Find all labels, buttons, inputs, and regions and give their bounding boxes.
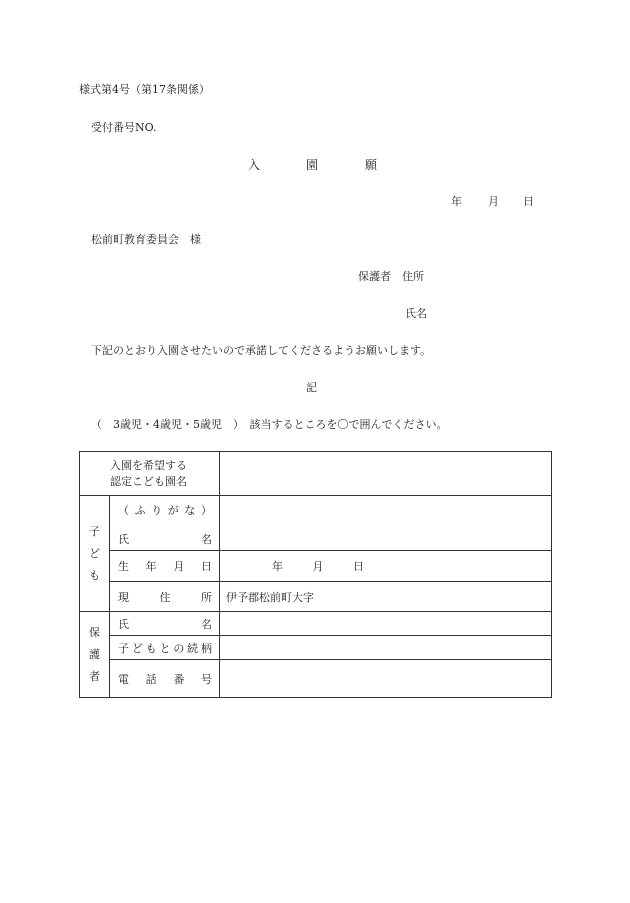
child-name-label-cell [110, 496, 220, 551]
title-char: 園 [306, 158, 319, 172]
relation-field[interactable] [220, 636, 552, 660]
guardian-group-label [80, 612, 110, 698]
phone-label [110, 671, 219, 687]
relation-char: の [173, 641, 185, 655]
relation-label [110, 640, 219, 656]
age-options: （ 3歳児・4歳児・5歳児 ） 該当するところを〇で囲んでください。 [91, 418, 448, 431]
school-name-field[interactable] [220, 452, 552, 496]
relation-label-cell [110, 636, 220, 660]
birth-year-label: 年 [272, 560, 283, 573]
school-label-line2: 認定こども園名 [110, 474, 187, 488]
relation-char: 子 [118, 641, 129, 655]
birthdate-field[interactable] [220, 551, 552, 582]
furigana-char: （ [118, 504, 129, 517]
child-name-char: 名 [201, 533, 212, 546]
address-char: 現 [118, 590, 129, 604]
title-char: 入 [248, 158, 261, 172]
phone-label-cell [110, 660, 220, 698]
guardian-group-char: 者 [89, 669, 100, 683]
address-prefix: 伊予郡松前町大字 [226, 590, 314, 604]
birthdate-char: 年 [145, 560, 157, 573]
request-text: 下記のとおり入園させたいので承諾してくださるようお願いします。 [91, 344, 432, 357]
address-label [110, 589, 219, 605]
guardian-address-label: 保護者 住所 [358, 270, 424, 283]
birth-month-label: 月 [312, 560, 324, 573]
date-month-label: 月 [488, 195, 499, 208]
birthdate-label-cell [110, 551, 220, 582]
relation-char: 柄 [200, 641, 212, 655]
receipt-number: 受付番号NO. [91, 121, 157, 134]
address-char: 所 [201, 590, 212, 604]
birthdate-char: 生 [118, 560, 129, 573]
birthdate-char: 日 [200, 560, 212, 573]
birth-day-label: 日 [353, 560, 364, 573]
guardian-name-label [110, 616, 219, 632]
furigana-char: り [151, 504, 163, 517]
child-group-label [80, 496, 110, 612]
relation-char: ど [131, 641, 143, 655]
phone-field[interactable] [220, 660, 552, 698]
form-number: 様式第4号（第17条関係） [79, 83, 210, 96]
guardian-name-label-cell [110, 612, 220, 636]
guardian-group-char: 護 [89, 647, 100, 661]
child-name-char: 氏 [118, 533, 129, 546]
address-field[interactable] [220, 582, 552, 612]
guardian-group-char: 保 [89, 625, 100, 639]
guardian-name-char: 名 [201, 617, 212, 631]
addressee: 松前町教育委員会 様 [91, 233, 201, 246]
address-label-cell [110, 582, 220, 612]
relation-char: も [145, 641, 157, 655]
phone-char: 号 [200, 672, 212, 686]
school-label-line1: 入園を希望する [110, 458, 187, 472]
furigana-char: な [184, 504, 196, 517]
phone-char: 話 [145, 672, 157, 686]
phone-char: 番 [173, 672, 185, 686]
child-group-char: ど [89, 546, 100, 560]
ki-heading: 記 [306, 381, 317, 394]
address-char: 住 [159, 590, 171, 604]
furigana-label [110, 502, 219, 518]
phone-char: 電 [118, 672, 129, 686]
date-day-label: 日 [523, 195, 534, 208]
guardian-name-char: 氏 [118, 617, 129, 631]
guardian-name-label: 氏名 [405, 307, 427, 320]
school-label-cell [80, 452, 220, 496]
birthdate-label [110, 558, 219, 574]
application-table [79, 451, 552, 698]
child-group-char: 子 [89, 524, 100, 538]
birthdate-char: 月 [173, 560, 185, 573]
relation-char: 続 [187, 641, 199, 655]
child-name-field[interactable] [220, 496, 552, 551]
date-year-label: 年 [451, 195, 462, 208]
furigana-char: が [167, 504, 179, 517]
relation-char: と [159, 641, 171, 655]
guardian-name-field[interactable] [220, 612, 552, 636]
furigana-char: ふ [134, 504, 146, 517]
furigana-char: ） [200, 504, 212, 517]
child-name-label [110, 531, 219, 547]
title-char: 願 [365, 158, 378, 172]
child-group-char: も [89, 568, 100, 582]
